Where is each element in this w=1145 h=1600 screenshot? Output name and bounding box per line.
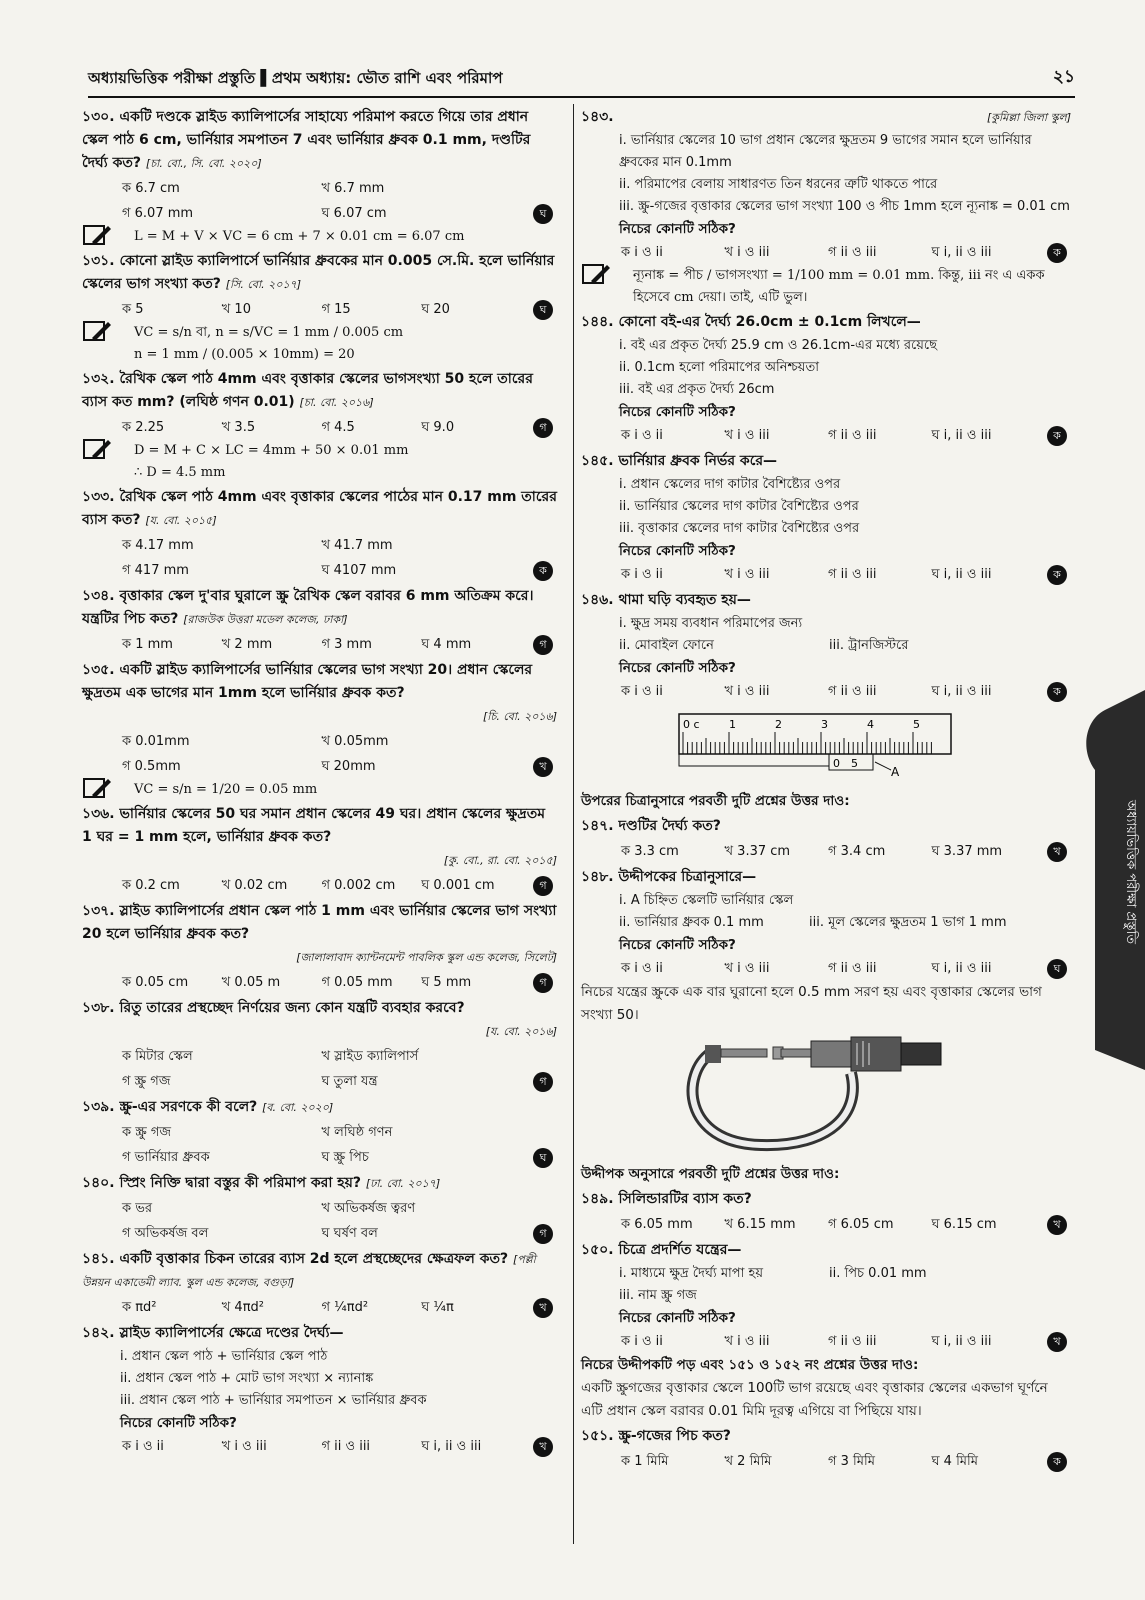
side-chapter-tab (1075, 690, 1145, 1070)
options-145 (581, 562, 1071, 587)
option[interactable]: গ 4.5 (321, 420, 355, 435)
option[interactable]: ক 4.17 mm (122, 538, 194, 553)
option[interactable]: খ i ও iii (724, 684, 770, 699)
option[interactable]: ক i ও ii (621, 684, 663, 699)
option[interactable]: ক 1 mm (122, 637, 173, 652)
answer-badge: খ (533, 1298, 553, 1318)
statement: ii. প্রধান স্কেল পাঠ + মোট ভাগ সংখ্যা × ন্যানাঙ্ক (120, 1371, 374, 1386)
option[interactable]: ঘ 9.0 (421, 420, 455, 435)
statement: ii. পরিমাপের বেলায় সাধারণত তিন ধরনের ত্রুটি থাকতে পারে (619, 177, 938, 192)
option[interactable]: খ লঘিষ্ঠ গণন (321, 1125, 393, 1140)
question-148: ১৪৮. উদ্দীপকের চিত্রানুসারে— (581, 869, 757, 885)
question-135: ১৩৫. একটি স্লাইড ক্যালিপার্সের ভার্নিয়ার স্কেলের ভাগ সংখ্যা 20। প্রধান স্কেলের ক্ষুদ্রতম এক ভাগের মান 1mm হলে ভার্নিয়ার ধ্রুবক কত? [চি. বো. ২০১৬] (82, 662, 557, 723)
question-prompt: নিচের কোনটি সঠিক? (619, 404, 736, 420)
option[interactable]: ক i ও ii (621, 567, 663, 582)
tick-label: 2 (775, 718, 782, 731)
option[interactable]: ঘ i, ii ও iii (931, 567, 992, 582)
right-column (581, 104, 1071, 1474)
tick-label: 5 (913, 718, 920, 731)
option[interactable]: ক ভর (122, 1201, 153, 1216)
option[interactable]: গ 0.002 cm (321, 878, 396, 893)
answer-badge: ক (1047, 243, 1067, 263)
stimulus-text: একটি স্ক্রুগজের বৃত্তাকার স্কেলে 100টি ভাগ রয়েছে এবং বৃত্তাকার স্কেলের একভাগ ঘূর্ণনে এটি প্রধান স্কেল বরাবর 0.01 মিমি দূরত্ব এগিয়ে বা পিছিয়ে যায়। (581, 1380, 1048, 1419)
option[interactable]: খ i ও iii (724, 1334, 770, 1349)
option[interactable]: ক 2.25 (122, 420, 165, 435)
stimulus-intro: উদ্দীপক অনুসারে পরবর্তী দুটি প্রশ্নের উত্তর দাও: (581, 1166, 840, 1182)
tick-label: 1 (729, 718, 736, 731)
option[interactable]: ক 6.7 cm (122, 181, 180, 196)
statement: i. বই এর প্রকৃত দৈর্ঘ্য 25.9 cm ও 26.1cm-এর মধ্যে রয়েছে (619, 338, 937, 353)
tick-label: 0 c (683, 718, 700, 731)
pen-icon (82, 224, 112, 248)
options-130 (82, 176, 557, 226)
answer-badge: ক (1047, 426, 1067, 446)
stimulus-text: নিচের যন্ত্রের স্ক্রুকে এক বার ঘুরানো হলে 0.5 mm সরণ হয় এবং বৃত্তাকার স্কেলের ভাগ সংখ্যা 50। (581, 984, 1042, 1023)
vernier-tick-label: 0 (833, 757, 840, 770)
tick-label: 4 (867, 718, 874, 731)
statement: iii. বৃত্তাকার স্কেলের দাগ কাটার বৈশিষ্ট্যের ওপর (619, 521, 860, 536)
option[interactable]: ঘ i, ii ও iii (421, 1439, 482, 1454)
options-135 (82, 729, 557, 779)
answer-badge: খ (1047, 1332, 1067, 1352)
option[interactable]: খ 2 মিমি (724, 1454, 772, 1469)
option[interactable]: খ 0.05mm (321, 734, 389, 749)
question-147: ১৪৭. দণ্ডটির দৈর্ঘ্য কত? (581, 818, 721, 834)
options-137 (82, 970, 557, 995)
options-147 (581, 839, 1071, 864)
question-prompt: নিচের কোনটি সঠিক? (619, 660, 736, 676)
option[interactable]: ঘ i, ii ও iii (931, 961, 992, 976)
option[interactable]: খ 3.5 (221, 420, 256, 435)
option[interactable]: ঘ 20 (421, 302, 450, 317)
option[interactable]: ঘ 0.001 cm (421, 878, 495, 893)
option[interactable]: গ অভিকর্ষজ বল (122, 1226, 209, 1241)
option[interactable]: গ ভার্নিয়ার ধ্রুবক (122, 1150, 210, 1165)
option[interactable]: ঘ স্ক্রু পিচ (321, 1150, 369, 1165)
option[interactable]: গ ii ও iii (828, 1334, 877, 1349)
options-133 (82, 533, 557, 583)
answer-badge: ঘ (533, 300, 553, 320)
statement: i. ভার্নিয়ার স্কেলের 10 ভাগ প্রধান স্কেলের ক্ষুদ্রতম 9 ভাগের সমান হলে ভার্নিয়ার ধ্রুবকের মান 0.1mm (619, 133, 1032, 170)
option[interactable]: ঘ তুলা যন্ত্র (321, 1074, 378, 1089)
option[interactable]: খ i ও iii (724, 961, 770, 976)
pointer-label: A (891, 765, 900, 779)
option[interactable]: গ 0.5mm (122, 759, 181, 774)
stimulus-intro: নিচের উদ্দীপকটি পড় এবং ১৫১ ও ১৫২ নং প্রশ্নের উত্তর দাও: (581, 1357, 919, 1373)
answer-badge: গ (533, 418, 553, 438)
options-148 (581, 956, 1071, 981)
answer-badge: গ (533, 1224, 553, 1244)
option[interactable]: ঘ i, ii ও iii (931, 245, 992, 260)
question-150: ১৫০. চিত্রে প্রদর্শিত যন্ত্রের— (581, 1242, 742, 1258)
option[interactable]: গ ii ও iii (828, 684, 877, 699)
answer-badge: খ (1047, 842, 1067, 862)
statement: iii. প্রধান স্কেল পাঠ + ভার্নিয়ার সমপাতন × ভার্নিয়ার ধ্রুবক (120, 1393, 427, 1408)
answer-badge: ঘ (533, 1148, 553, 1168)
option[interactable]: গ ¼πd² (321, 1300, 369, 1315)
answer-badge: গ (533, 973, 553, 993)
option[interactable]: ক πd² (122, 1300, 157, 1315)
options-143 (581, 240, 1071, 265)
option[interactable]: খ i ও iii (724, 245, 770, 260)
option[interactable]: ক i ও ii (621, 245, 663, 260)
option[interactable]: খ 6.7 mm (321, 181, 385, 196)
option[interactable]: গ 3 মিমি (828, 1454, 875, 1469)
options-142 (82, 1434, 557, 1459)
option[interactable]: খ 3.37 cm (724, 844, 791, 859)
option[interactable]: ক 5 (122, 302, 144, 317)
question-138: ১৩৮. রিতু তারের প্রস্থচ্ছেদ নির্ণয়ের জন্য কোন যন্ত্রটি ব্যবহার করবে? [য. বো. ২০১৬] (82, 1000, 557, 1038)
question-131: ১৩১. কোনো স্লাইড ক্যালিপার্সে ভার্নিয়ার ধ্রুবকের মান 0.005 সে.মি. হলে ভার্নিয়ার স্কেলের ভাগ সংখ্যা কত? [সি. বো. ২০১৭] (82, 253, 555, 292)
option[interactable]: ক স্ক্রু গজ (122, 1125, 172, 1140)
statement: iii. নাম স্ক্রু গজ (619, 1288, 697, 1303)
option[interactable]: ক 3.3 cm (621, 844, 679, 859)
option[interactable]: ঘ i, ii ও iii (931, 428, 992, 443)
question-151: ১৫১. স্ক্রু-গজের পিচ কত? (581, 1428, 731, 1444)
question-130: ১৩০. একটি দণ্ডকে স্লাইড ক্যালিপার্সের সাহায্যে পরিমাপ করতে গিয়ে তার প্রধান স্কেল পাঠ 6 cm, ভার্নিয়ার সমপাতন 7 এবং ভার্নিয়ার ধ্রুবক 0.1 mm, দণ্ডটির দৈর্ঘ্য কত? [চা. বো., সি. বো. ২০২০] (82, 109, 531, 171)
option[interactable]: ক 0.05 cm (122, 975, 189, 990)
question-145: ১৪৫. ভার্নিয়ার ধ্রুবক নির্ভর করে— (581, 453, 778, 469)
column-divider (573, 104, 574, 1544)
header-title: অধ্যায়ভিত্তিক পরীক্ষা প্রস্তুতি ▌প্রথম অধ্যায়: ভৌত রাশি এবং পরিমাপ (88, 69, 503, 87)
screw-gauge-figure (681, 1033, 951, 1153)
option[interactable]: ঘ i, ii ও iii (931, 684, 992, 699)
solution-131: VC = s/n বা, n = s/VC = 1 mm / 0.005 cm n = 1 mm / (0.005 × 10mm) = 20 (82, 322, 557, 366)
option[interactable]: ক i ও ii (122, 1439, 164, 1454)
option[interactable]: ক 0.2 cm (122, 878, 180, 893)
statement: iii. স্ক্রু-গজের বৃত্তাকার স্কেলের ভাগ সংখ্যা 100 ও পীচ 1mm হলে ন্যূনাঙ্ক = 0.01 cm (619, 199, 1070, 214)
answer-badge: গ (533, 1072, 553, 1092)
option[interactable]: গ 0.05 mm (321, 975, 393, 990)
question-142: ১৪২. স্লাইড ক্যালিপার্সের ক্ষেত্রে দণ্ডের দৈর্ঘ্য— (82, 1325, 344, 1341)
statement: ii. 0.1cm হলো পরিমাপের অনিশ্চয়তা (619, 360, 819, 375)
options-138 (82, 1044, 557, 1094)
options-149 (581, 1212, 1071, 1237)
answer-badge: ক (1047, 682, 1067, 702)
question-prompt: নিচের কোনটি সঠিক? (619, 937, 736, 953)
option[interactable]: ক i ও ii (621, 961, 663, 976)
statement: i. প্রধান স্কেল পাঠ + ভার্নিয়ার স্কেল পাঠ (120, 1349, 328, 1364)
solution-143: ন্যূনাঙ্ক = পীচ / ভাগসংখ্যা = 1/100 mm = 0.01 mm. কিন্তু, iii নং এ একক হিসেবে cm দেয়া। তাই, এটি ভুল। (581, 265, 1071, 309)
options-144 (581, 423, 1071, 448)
answer-badge: গ (533, 876, 553, 896)
option[interactable]: গ ii ও iii (828, 428, 877, 443)
stimulus-intro: উপরের চিত্রানুসারে পরবর্তী দুটি প্রশ্নের উত্তর দাও: (581, 793, 850, 809)
options-131 (82, 297, 557, 322)
option[interactable]: গ ii ও iii (828, 961, 877, 976)
pen-icon (82, 320, 112, 344)
option[interactable]: ক i ও ii (621, 428, 663, 443)
left-column (82, 104, 557, 1459)
question-140: ১৪০. স্প্রিং নিক্তি দ্বারা বস্তুর কী পরিমাপ করা হয়? [ঢা. বো. ২০১৭] (82, 1175, 441, 1191)
option[interactable]: গ ii ও iii (828, 567, 877, 582)
option[interactable]: গ 3.4 cm (828, 844, 886, 859)
option[interactable]: খ 10 (221, 302, 251, 317)
options-146 (581, 679, 1071, 704)
statement-row: i. মাধ্যমে ক্ষুদ্র দৈর্ঘ্য মাপা হয় ii. পিচ 0.01 mm (619, 1266, 927, 1281)
option[interactable]: ক মিটার স্কেল (122, 1049, 193, 1064)
option[interactable]: খ স্লাইড ক্যালিপার্স (321, 1049, 419, 1064)
option[interactable]: খ i ও iii (221, 1439, 267, 1454)
option[interactable]: খ 41.7 mm (321, 538, 393, 553)
option[interactable]: খ অভিকর্ষজ ত্বরণ (321, 1201, 416, 1216)
question-132: ১৩২. রৈখিক স্কেল পাঠ 4mm এবং বৃত্তাকার স্কেলের ভাগসংখ্যা 50 হলে তারের ব্যাস কত mm? (লঘিষ্ঠ গণন 0.01) [চা. বো. ২০১৬] (82, 371, 533, 410)
question-136: ১৩৬. ভার্নিয়ার স্কেলের 50 ঘর সমান প্রধান স্কেলের 49 ঘর। প্রধান স্কেলের ক্ষুদ্রতম 1 ঘর = 1 mm হলে, ভার্নিয়ার ধ্রুবক কত? [কু. বো., রা. বো. ২০১৫] (82, 806, 557, 867)
statement: i. A চিহ্নিত স্কেলটি ভার্নিয়ার স্কেল (619, 893, 794, 908)
statement: i. প্রধান স্কেলের দাগ কাটার বৈশিষ্ট্যের ওপর (619, 477, 841, 492)
pen-icon (581, 263, 611, 287)
question-146: ১৪৬. থামা ঘড়ি ব্যবহৃত হয়— (581, 592, 751, 608)
answer-badge: খ (533, 1437, 553, 1457)
answer-badge: ক (533, 561, 553, 581)
answer-badge: ক (1047, 565, 1067, 585)
question-139: ১৩৯. স্ক্রু-এর সরণকে কী বলে? [ব. বো. ২০২০] (82, 1099, 334, 1115)
option[interactable]: খ 0.05 m (221, 975, 281, 990)
tick-label: 3 (821, 718, 828, 731)
option[interactable]: গ 6.05 cm (828, 1217, 894, 1232)
option[interactable]: ঘ 5 mm (421, 975, 472, 990)
statement: ii. ভার্নিয়ার স্কেলের দাগ কাটার বৈশিষ্ট্যের ওপর (619, 499, 859, 514)
option[interactable]: গ ii ও iii (828, 245, 877, 260)
options-139 (82, 1120, 557, 1170)
vernier-tick-label: 5 (851, 757, 858, 770)
answer-badge: ঘ (1047, 959, 1067, 979)
question-prompt: নিচের কোনটি সঠিক? (619, 543, 736, 559)
option[interactable]: ঘ 4 mm (421, 637, 472, 652)
answer-badge: গ (533, 635, 553, 655)
answer-badge: খ (1047, 1215, 1067, 1235)
option[interactable]: গ স্ক্রু গজ (122, 1074, 171, 1089)
statement: iii. বই এর প্রকৃত দৈর্ঘ্য 26cm (619, 382, 775, 397)
options-136 (82, 873, 557, 898)
page-number: ২১ (1052, 67, 1075, 87)
option[interactable]: ঘ ¼π (421, 1300, 454, 1315)
option[interactable]: গ 15 (321, 302, 351, 317)
question-143: ১৪৩. [কুমিল্লা জিলা স্কুল] (581, 109, 1071, 125)
question-prompt: নিচের কোনটি সঠিক? (619, 221, 736, 237)
option[interactable]: ঘ 6.07 cm (321, 206, 387, 221)
statement: i. ক্ষুদ্র সময় ব্যবধান পরিমাপের জন্য (619, 616, 803, 631)
option[interactable]: ঘ ঘর্ষণ বল (321, 1226, 378, 1241)
options-150 (581, 1329, 1071, 1354)
options-132 (82, 415, 557, 440)
option[interactable]: গ 417 mm (122, 563, 189, 578)
pen-icon (82, 438, 112, 462)
pen-icon (82, 777, 112, 801)
vernier-scale-figure (677, 710, 967, 780)
option[interactable]: গ 3 mm (321, 637, 372, 652)
option[interactable]: খ 4πd² (221, 1300, 264, 1315)
options-134 (82, 632, 557, 657)
solution-130: L = M + V × VC = 6 cm + 7 × 0.01 cm = 6.07 cm (82, 226, 557, 248)
options-141 (82, 1295, 557, 1320)
option[interactable]: ঘ i, ii ও iii (931, 1334, 992, 1349)
option[interactable]: ঘ 6.15 cm (931, 1217, 997, 1232)
solution-132: D = M + C × LC = 4mm + 50 × 0.01 mm ∴ D = 4.5 mm (82, 440, 557, 484)
statement-row: ii. মোবাইল ফোনে iii. ট্রানজিস্টরে (619, 638, 909, 653)
option[interactable]: ঘ 4 মিমি (931, 1454, 978, 1469)
solution-135: VC = s/n = 1/20 = 0.05 mm (82, 779, 557, 801)
options-151 (581, 1449, 1071, 1474)
option[interactable]: ক 0.01mm (122, 734, 190, 749)
option[interactable]: ক i ও ii (621, 1334, 663, 1349)
answer-badge: ক (1047, 1452, 1067, 1472)
options-140 (82, 1196, 557, 1246)
question-141: ১৪১. একটি বৃত্তাকার চিকন তারের ব্যাস 2d হলে প্রস্থচ্ছেদের ক্ষেত্রফল কত? [পল্লী উন্নয়ন একাডেমী ল্যাব. স্কুল এন্ড কলেজ, বগুড়া] (82, 1251, 536, 1289)
question-134: ১৩৪. বৃত্তাকার স্কেল দু'বার ঘুরালে স্ক্রু রৈখিক স্কেল বরাবর 6 mm অতিক্রম করে। যন্ত্রটির পিচ কত? [রাজউক উত্তরা মডেল কলেজ, ঢাকা] (82, 588, 534, 627)
option[interactable]: ক 6.05 mm (621, 1217, 693, 1232)
answer-badge: খ (533, 757, 553, 777)
page-header (88, 62, 1075, 98)
question-133: ১৩৩. রৈখিক স্কেল পাঠ 4mm এবং বৃত্তাকার স্কেলের পাঠের মান 0.17 mm তারের ব্যাস কত? [য. বো. ২০১৫] (82, 489, 557, 528)
option[interactable]: খ 6.15 mm (724, 1217, 796, 1232)
option[interactable]: খ i ও iii (724, 567, 770, 582)
question-prompt: নিচের কোনটি সঠিক? (120, 1415, 237, 1431)
option[interactable]: ঘ 20mm (321, 759, 376, 774)
question-149: ১৪৯. সিলিন্ডারটির ব্যাস কত? (581, 1191, 752, 1207)
option[interactable]: গ 6.07 mm (122, 206, 194, 221)
question-137: ১৩৭. স্লাইড ক্যালিপার্সের প্রধান স্কেল পাঠ 1 mm এবং ভার্নিয়ার স্কেলের ভাগ সংখ্যা 20 হলে ভার্নিয়ার ধ্রুবক কত? [জালালাবাদ ক্যান্টনমেন্ট পাবলিক স্কুল এন্ড কলেজ, সিলেট] (82, 903, 557, 964)
option[interactable]: খ 2 mm (221, 637, 273, 652)
option[interactable]: গ ii ও iii (321, 1439, 371, 1454)
answer-badge: ঘ (533, 204, 553, 224)
statement-row: ii. ভার্নিয়ার ধ্রুবক 0.1 mm iii. মূল স্কেলের ক্ষুদ্রতম 1 ভাগ 1 mm (619, 915, 1007, 930)
option[interactable]: খ 0.02 cm (221, 878, 288, 893)
option[interactable]: খ i ও iii (724, 428, 770, 443)
question-144: ১৪৪. কোনো বই-এর দৈর্ঘ্য 26.0cm ± 0.1cm লিখলে— (581, 314, 921, 330)
option[interactable]: ঘ 4107 mm (321, 563, 397, 578)
option[interactable]: ক 1 মিমি (621, 1454, 669, 1469)
option[interactable]: ঘ 3.37 mm (931, 844, 1003, 859)
side-tab-label: অধ্যায়ভিত্তিক পরীক্ষা প্রস্তুতি (1123, 800, 1138, 945)
question-prompt: নিচের কোনটি সঠিক? (619, 1310, 736, 1326)
